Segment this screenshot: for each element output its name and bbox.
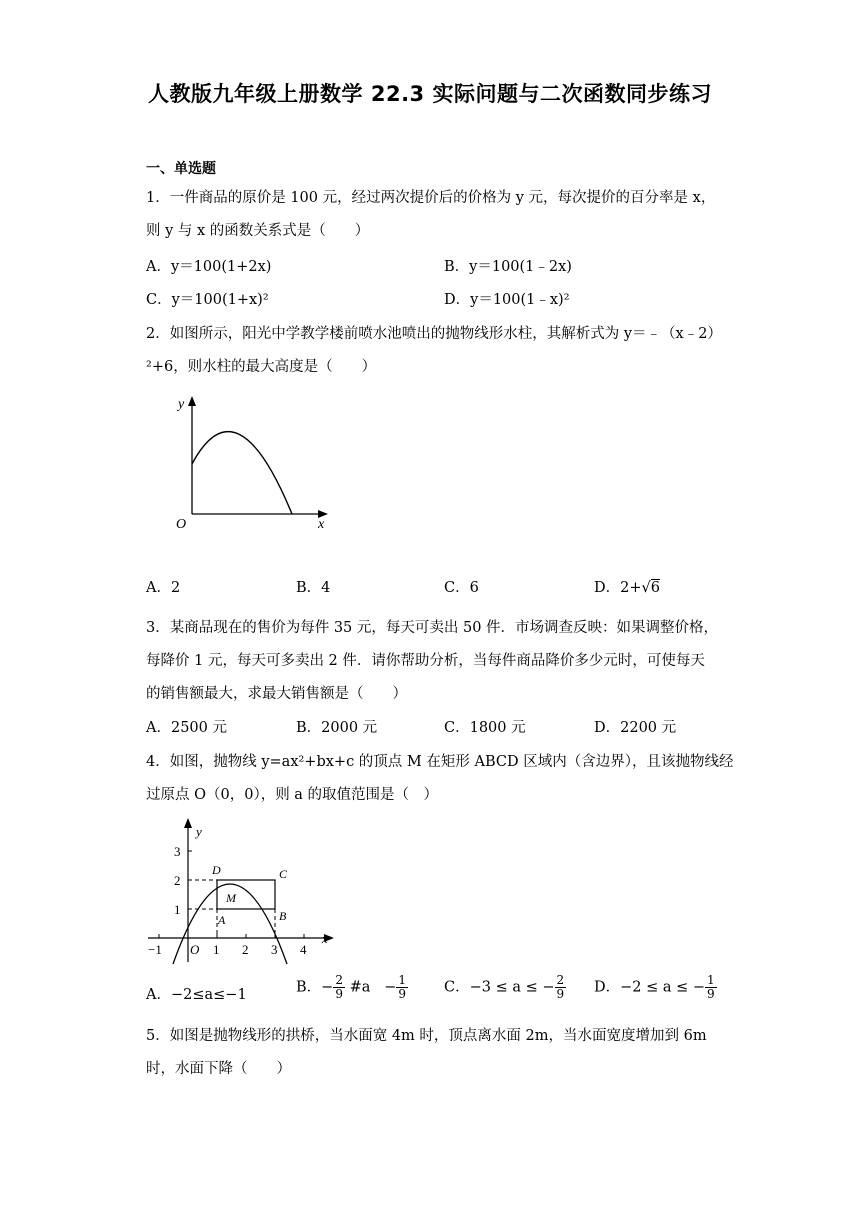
q5-stem-line2: 时，水面下降（ ） xyxy=(146,1061,291,1077)
q2-option-d-prefix: D．2+ xyxy=(594,580,642,596)
q1-option-c: C．y＝100(1+x)² xyxy=(146,292,269,308)
q2-y-label: y xyxy=(178,397,185,412)
q1-stem-line2: 则 y 与 x 的函数关系式是（ ） xyxy=(146,223,370,239)
q4-x-tick-label: 1 xyxy=(213,942,220,957)
q4-x-tick-label: −1 xyxy=(148,942,162,957)
q4-y-tick-label: 2 xyxy=(174,873,181,888)
q4-x-label: x xyxy=(322,931,328,946)
q2-origin-label: O xyxy=(176,517,187,532)
q1-option-d: D．y＝100(1﹣x)² xyxy=(444,292,570,308)
q4-option-b: B．− $\frac{2}{9}$ #a − $\frac{1}{9}$ xyxy=(296,973,406,1001)
fraction: $\frac{1}{9}$ xyxy=(707,973,715,1001)
q2-option-b: B．4 xyxy=(296,580,331,596)
q2-x-label: x xyxy=(318,517,325,532)
q4-point-m-label: M xyxy=(226,891,236,905)
q3-stem-line2: 每降价 1 元，每天可多卖出 2 件．请你帮助分析，当每件商品降价多少元时，可使每天 xyxy=(146,653,705,669)
q4-point-a-label: A xyxy=(218,913,226,927)
q4-option-b-prefix: B． xyxy=(296,979,322,996)
q2-option-c: C．6 xyxy=(444,580,479,596)
fraction: $\frac{1}{9}$ xyxy=(398,973,406,1001)
q1-option-b: B．y＝100(1﹣2x) xyxy=(444,259,572,275)
q2-option-d xyxy=(594,576,660,597)
q3-stem-line3: 的销售额最大，求最大销售额是（ ） xyxy=(146,686,407,702)
q2-option-d-radicand: 6 xyxy=(650,580,660,596)
q2-option-a: A．2 xyxy=(146,580,181,596)
q4-x-tick-label: 3 xyxy=(271,942,278,957)
q5-stem-line1: 5．如图是抛物线形的拱桥，当水面宽 4m 时，顶点离水面 2m，当水面宽度增加到 6m xyxy=(146,1028,707,1044)
q4-point-b-label: B xyxy=(279,909,287,923)
q4-option-c-prefix: C．−3 ≤ a ≤ − xyxy=(444,979,555,996)
q4-option-b-mid: #a xyxy=(349,979,371,996)
page-title: 人教版九年级上册数学 22.3 实际问题与二次函数同步练习 xyxy=(148,82,712,106)
fraction: $\frac{2}{9}$ xyxy=(556,973,565,1001)
q4-x-tick-label: 4 xyxy=(300,942,307,957)
q4-y-arrow xyxy=(184,818,192,828)
q3-option-d: D．2200 元 xyxy=(594,720,677,736)
q3-option-a: A．2500 元 xyxy=(146,720,227,736)
q4-rectangle-parabola-figure xyxy=(142,812,342,968)
q1-stem-line1: 1．一件商品的原价是 100 元，经过两次提价后的价格为 y 元，每次提价的百分率是 x， xyxy=(146,190,716,206)
q2-parabola-figure xyxy=(170,392,340,540)
q4-origin-label: O xyxy=(190,942,200,957)
section-heading: 一、单选题 xyxy=(146,161,216,177)
q4-option-d xyxy=(594,974,717,1001)
q4-point-c-label: C xyxy=(279,867,288,881)
fraction: $\frac{2}{9}$ xyxy=(335,973,343,1001)
q4-y-tick-label: 3 xyxy=(174,844,181,859)
q3-option-b: B．2000 元 xyxy=(296,720,378,736)
q4-option-c xyxy=(444,974,566,1001)
q4-y-tick-label: 1 xyxy=(174,902,181,917)
q4-x-tick-label: 2 xyxy=(242,942,249,957)
q4-point-d-label: D xyxy=(212,863,221,877)
q4-stem-line1: 4．如图，抛物线 y=ax²+bx+c 的顶点 M 在矩形 ABCD 区域内（含边界），且该抛物线经 xyxy=(146,754,734,770)
q2-stem-line2: ²+6，则水柱的最大高度是（ ） xyxy=(146,359,377,375)
q3-stem-line1: 3．某商品现在的售价为每件 35 元，每天可卖出 50 件．市场调查反映：如果调整价格， xyxy=(146,620,719,636)
q1-option-a: A．y＝100(1+2x) xyxy=(146,259,272,275)
q2-parabola-curve xyxy=(192,432,292,514)
q2-y-arrow xyxy=(188,396,196,406)
q4-y-label: y xyxy=(196,824,202,839)
q2-stem-line1: 2．如图所示，阳光中学教学楼前喷水池喷出的抛物线形水柱，其解析式为 y＝﹣（x﹣2） xyxy=(146,326,722,342)
sqrt-sign: √ xyxy=(641,580,651,596)
q3-option-c: C．1800 元 xyxy=(444,720,526,736)
q4-option-a: A．−2≤a≤−1 xyxy=(146,987,247,1003)
q4-option-d-prefix: D．−2 ≤ a ≤ − xyxy=(594,979,706,996)
q4-stem-line2: 过原点 O（0，0），则 a 的取值范围是（ ） xyxy=(146,787,439,803)
